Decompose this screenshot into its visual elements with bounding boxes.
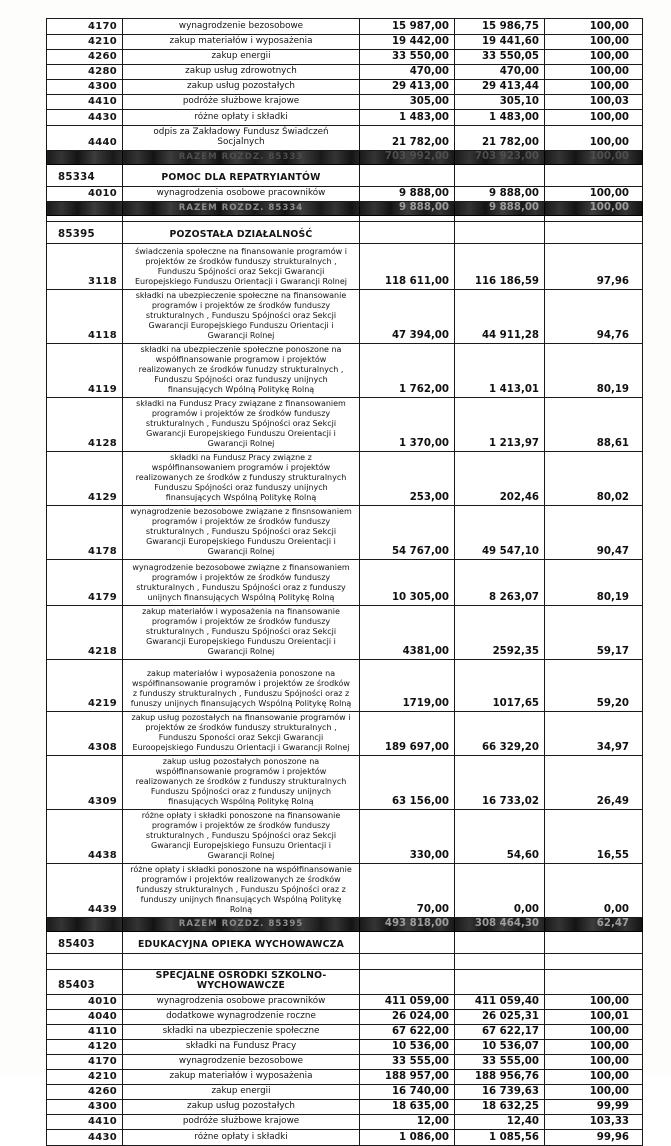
cell-plan	[360, 165, 455, 187]
table-row	[47, 165, 643, 187]
cell-desc: składki na ubezpieczenie społeczne	[123, 1025, 360, 1040]
cell-procent: 100,00	[545, 19, 643, 35]
cell-desc: zakup materiałów i wyposażenia	[123, 35, 360, 50]
cell-procent: 100,00	[545, 80, 643, 95]
cell-plan: 188 957,00	[360, 1070, 455, 1085]
cell-plan: 9 888,00	[360, 202, 455, 216]
cell-wykonanie: 26 025,31	[455, 1010, 545, 1025]
cell-procent: 88,61	[545, 398, 643, 452]
cell-procent: 100,00	[545, 126, 643, 151]
table-row	[47, 810, 643, 864]
cell-procent	[545, 165, 643, 187]
table-row	[47, 202, 643, 216]
cell-wykonanie: 305,10	[455, 95, 545, 110]
cell-desc: wynagrodzenie bezosobowe związane z finsnsowaniem programów i projektów ze środków funduszy strukturalnych , Funduszu Spójności oraz Sekcji Gwarancji Europejskiego Funduszu Oreientacji i Gwarancji Rolnej	[123, 506, 360, 560]
cell-code: 4119	[47, 344, 123, 398]
cell-wykonanie: 8 263,07	[455, 560, 545, 606]
cell-code: 4179	[47, 560, 123, 606]
cell-code: 85403	[47, 932, 123, 954]
cell-wykonanie: 1 213,97	[455, 398, 545, 452]
cell-procent: 100,00	[545, 1040, 643, 1055]
cell-plan: 21 782,00	[360, 126, 455, 151]
cell-desc: zakup energii	[123, 50, 360, 65]
cell-wykonanie: 44 911,28	[455, 290, 545, 344]
cell-desc: zakup usług pozostałych na finansowanie programów i projektów ze środków funduszy strukturalnych , Funduszu Sponości oraz Sekcji Gwarancji Euroopejskiego Funduszu Orientacji i Gwarancji Rolnej	[123, 712, 360, 756]
cell-code: 4120	[47, 1040, 123, 1055]
cell-procent: 100,00	[545, 151, 643, 165]
cell-code: 4129	[47, 452, 123, 506]
table-row	[47, 712, 643, 756]
cell-procent: 100,00	[545, 202, 643, 216]
table-row	[47, 110, 643, 126]
cell-wykonanie: 2592,35	[455, 606, 545, 660]
cell-procent: 100,00	[545, 1025, 643, 1040]
cell-procent: 80,02	[545, 452, 643, 506]
cell-desc: podróże służbowe krajowe	[123, 95, 360, 110]
cell-procent: 100,00	[545, 35, 643, 50]
cell-desc: RAZEM ROZDZ. 85334	[123, 202, 360, 216]
cell-desc: EDUKACYJNA OPIEKA WYCHOWAWCZA	[123, 932, 360, 954]
cell-plan: 1 483,00	[360, 110, 455, 126]
cell-plan: 33 555,00	[360, 1055, 455, 1070]
table-row	[47, 970, 643, 995]
cell-desc: zakup usług pozostałych	[123, 80, 360, 95]
cell-code: 4430	[47, 110, 123, 126]
cell-plan: 70,00	[360, 864, 455, 918]
cell-desc	[123, 954, 360, 970]
cell-code	[47, 151, 123, 165]
cell-code: 85395	[47, 222, 123, 244]
cell-desc: podróże służbowe krajowe	[123, 1115, 360, 1130]
cell-plan: 118 611,00	[360, 244, 455, 290]
cell-plan: 26 024,00	[360, 1010, 455, 1025]
cell-desc: składki na ubezpieczenie społeczne ponoszone na współfinansowanie programow i projektów realizowanych ze środków funudzy strukturalnych , Funduszu Spójności oraz funduszy unijnych finansujących Wpólną Politykę Rolną	[123, 344, 360, 398]
table-row	[47, 1115, 643, 1130]
cell-code: 4210	[47, 35, 123, 50]
cell-procent: 99,96	[545, 1130, 643, 1146]
cell-procent: 100,00	[545, 65, 643, 80]
cell-procent: 80,19	[545, 560, 643, 606]
cell-procent: 99,99	[545, 1100, 643, 1115]
cell-code: 4410	[47, 1115, 123, 1130]
cell-code	[47, 918, 123, 932]
table-row	[47, 560, 643, 606]
cell-procent	[545, 932, 643, 954]
cell-plan: 4381,00	[360, 606, 455, 660]
cell-code: 4128	[47, 398, 123, 452]
cell-desc: wynagrodzenie bezosobowe	[123, 19, 360, 35]
cell-plan: 12,00	[360, 1115, 455, 1130]
cell-procent	[545, 970, 643, 995]
cell-wykonanie	[455, 222, 545, 244]
cell-procent: 100,00	[545, 1055, 643, 1070]
cell-desc: składki na Fundusz Pracy związne z współfinansowaniem programów i projektów realizowanych ze środków z funduszy strukturalnych Funduszu Spójności oraz funduszy unijnych finansujących Wspólną Politykę Rolną	[123, 452, 360, 506]
cell-code: 4438	[47, 810, 123, 864]
cell-plan: 9 888,00	[360, 187, 455, 202]
cell-desc: dodatkowe wynagrodzenie roczne	[123, 1010, 360, 1025]
cell-procent: 100,00	[545, 110, 643, 126]
cell-code: 4210	[47, 1070, 123, 1085]
cell-wykonanie: 470,00	[455, 65, 545, 80]
table-row	[47, 1010, 643, 1025]
cell-code: 4178	[47, 506, 123, 560]
cell-desc: wynagrodzenie bezosobowe	[123, 1055, 360, 1070]
cell-wykonanie: 10 536,07	[455, 1040, 545, 1055]
table-row	[47, 187, 643, 202]
table-row	[47, 1100, 643, 1115]
table-row	[47, 50, 643, 65]
cell-procent: 90,47	[545, 506, 643, 560]
table-row	[47, 19, 643, 35]
table-row	[47, 1130, 643, 1146]
cell-wykonanie: 66 329,20	[455, 712, 545, 756]
cell-wykonanie: 33 555,00	[455, 1055, 545, 1070]
table-row	[47, 35, 643, 50]
table-row	[47, 864, 643, 918]
cell-wykonanie: 411 059,40	[455, 995, 545, 1010]
table-row	[47, 344, 643, 398]
cell-desc: wynagrodzenia osobowe pracowników	[123, 995, 360, 1010]
cell-code: 4309	[47, 756, 123, 810]
cell-code: 4410	[47, 95, 123, 110]
cell-plan: 253,00	[360, 452, 455, 506]
cell-procent: 94,76	[545, 290, 643, 344]
table-row	[47, 1040, 643, 1055]
cell-plan: 470,00	[360, 65, 455, 80]
cell-plan: 10 536,00	[360, 1040, 455, 1055]
cell-desc: POMOC DLA REPATRYIANTÓW	[123, 165, 360, 187]
cell-procent: 100,00	[545, 1085, 643, 1100]
cell-plan: 33 550,00	[360, 50, 455, 65]
cell-code: 4170	[47, 1055, 123, 1070]
cell-plan: 63 156,00	[360, 756, 455, 810]
cell-desc: różne opłaty i składki	[123, 1130, 360, 1146]
cell-code: 4010	[47, 187, 123, 202]
table-row	[47, 151, 643, 165]
cell-code: 4440	[47, 126, 123, 151]
cell-desc: różne opłaty i składki ponoszone na finansowanie programów i projektów ze środków funduszy strukturalnych , Funduszu Spójności oraz Sekcji Gwarancji Europejskiego Funsuzu Orientacji i Gwarancji Rolnej	[123, 810, 360, 864]
cell-wykonanie: 308 464,30	[455, 918, 545, 932]
cell-desc: RAZEM ROZDZ. 85333	[123, 151, 360, 165]
table-row	[47, 1055, 643, 1070]
table-row	[47, 65, 643, 80]
table-row	[47, 80, 643, 95]
table-row	[47, 1025, 643, 1040]
cell-code: 4430	[47, 1130, 123, 1146]
table-row	[47, 1070, 643, 1085]
cell-desc: wynagrodzenie bezosobowe związne z finansowaniem programów i projektów ze środków funduszy strukturalnych , Funduszu Spójności oraz z funduszy unijnych finansujących Wspólną Politykę Rolną	[123, 560, 360, 606]
cell-plan: 10 305,00	[360, 560, 455, 606]
cell-desc: RAZEM ROZDZ. 85395	[123, 918, 360, 932]
cell-desc: wynagrodzenia osobowe pracowników	[123, 187, 360, 202]
cell-procent: 100,00	[545, 50, 643, 65]
cell-procent: 100,01	[545, 1010, 643, 1025]
cell-wykonanie	[455, 954, 545, 970]
cell-plan: 305,00	[360, 95, 455, 110]
cell-desc: zakup usług pozostałych	[123, 1100, 360, 1115]
cell-plan: 18 635,00	[360, 1100, 455, 1115]
cell-code: 4280	[47, 65, 123, 80]
cell-plan: 189 697,00	[360, 712, 455, 756]
cell-wykonanie: 67 622,17	[455, 1025, 545, 1040]
cell-plan: 493 818,00	[360, 918, 455, 932]
cell-desc: zakup energii	[123, 1085, 360, 1100]
cell-code: 4439	[47, 864, 123, 918]
cell-desc: składki na ubezpieczenie społeczne na finansowanie programów i projektów ze środków funduszy strukturalnych , Funduszu Spójności oraz Sekcji Gwarancji Europejskiego Funduszu Orientacji i Gwarancji Rolnej	[123, 290, 360, 344]
cell-procent: 100,00	[545, 187, 643, 202]
cell-plan: 330,00	[360, 810, 455, 864]
cell-wykonanie	[455, 970, 545, 995]
cell-procent: 34,97	[545, 712, 643, 756]
cell-wykonanie: 29 413,44	[455, 80, 545, 95]
cell-wykonanie: 1 085,56	[455, 1130, 545, 1146]
cell-wykonanie: 188 956,76	[455, 1070, 545, 1085]
cell-code: 4110	[47, 1025, 123, 1040]
cell-desc: odpis za Zakładowy Fundusz Świadczeń Socjalnych	[123, 126, 360, 151]
cell-plan: 1 370,00	[360, 398, 455, 452]
cell-wykonanie: 12,40	[455, 1115, 545, 1130]
budget-table	[46, 18, 643, 1146]
cell-plan: 19 442,00	[360, 35, 455, 50]
table-row	[47, 506, 643, 560]
cell-plan: 1 762,00	[360, 344, 455, 398]
cell-desc: różne opłaty i składki ponoszone na współfinansowanie programów i projektów realizowanych ze środków funduszy strukturalnych , Funduszu Spójności oraz z funduszy unijnych finansujących Wspólną Politykę Rolną	[123, 864, 360, 918]
cell-plan	[360, 932, 455, 954]
cell-desc: zakup materiałów i wyposażenia ponoszone na współfinansowanie programów i projektów ze środków z funduszy strukturalnych , Funduszu Spójności oraz z funuszy unijnych finansujących Wspólną Politykę Rolną	[123, 660, 360, 712]
cell-procent: 16,55	[545, 810, 643, 864]
cell-wykonanie: 1 483,00	[455, 110, 545, 126]
table-row	[47, 290, 643, 344]
cell-code	[47, 954, 123, 970]
cell-desc: składki na Fundusz Pracy	[123, 1040, 360, 1055]
cell-wykonanie	[455, 165, 545, 187]
table-row	[47, 995, 643, 1010]
cell-procent: 103,33	[545, 1115, 643, 1130]
cell-wykonanie: 1 413,01	[455, 344, 545, 398]
cell-procent: 100,03	[545, 95, 643, 110]
table-row	[47, 452, 643, 506]
table-row	[47, 1085, 643, 1100]
cell-wykonanie	[455, 932, 545, 954]
cell-wykonanie: 9 888,00	[455, 187, 545, 202]
cell-plan: 16 740,00	[360, 1085, 455, 1100]
cell-procent: 100,00	[545, 1070, 643, 1085]
cell-wykonanie: 18 632,25	[455, 1100, 545, 1115]
cell-plan: 1719,00	[360, 660, 455, 712]
cell-wykonanie: 54,60	[455, 810, 545, 864]
table-row	[47, 244, 643, 290]
cell-wykonanie: 16 739,63	[455, 1085, 545, 1100]
cell-desc: świadczenia społeczne na finansowanie programów i projektów ze środków funduszy strukturalnych , Funduszu Spójności oraz Sekcji Gwarancji Europejskiego Funduszu Orientacji i Gwarancji Rolnej	[123, 244, 360, 290]
cell-wykonanie: 703 923,00	[455, 151, 545, 165]
cell-procent: 59,17	[545, 606, 643, 660]
cell-procent: 80,19	[545, 344, 643, 398]
cell-desc: zakup usług zdrowotnych	[123, 65, 360, 80]
cell-wykonanie: 116 186,59	[455, 244, 545, 290]
cell-procent	[545, 954, 643, 970]
cell-wykonanie: 1017,65	[455, 660, 545, 712]
cell-plan: 411 059,00	[360, 995, 455, 1010]
cell-wykonanie: 15 986,75	[455, 19, 545, 35]
cell-desc: różne opłaty i składki	[123, 110, 360, 126]
cell-desc: zakup materiałów i wyposażenia na finansowanie programów i projektów ze środków funduszy strukturalnych , Funduszu Spójności oraz Sekcji Gwarancji Europejskiego Funduszu Oreientacji i Gwarancji Rolnej	[123, 606, 360, 660]
table-row	[47, 126, 643, 151]
cell-procent: 0,00	[545, 864, 643, 918]
cell-code: 4219	[47, 660, 123, 712]
cell-wykonanie: 21 782,00	[455, 126, 545, 151]
cell-procent: 59,20	[545, 660, 643, 712]
cell-code: 4260	[47, 50, 123, 65]
table-row	[47, 756, 643, 810]
cell-procent: 62,47	[545, 918, 643, 932]
cell-procent	[545, 222, 643, 244]
cell-code	[47, 202, 123, 216]
cell-plan: 29 413,00	[360, 80, 455, 95]
cell-desc: POZOSTAŁA DZIAŁALNOŚĆ	[123, 222, 360, 244]
cell-wykonanie: 9 888,00	[455, 202, 545, 216]
cell-code: 85334	[47, 165, 123, 187]
cell-desc: SPECJALNE OSRODKI SZKOLNO- WYCHOWAWCZE	[123, 970, 360, 995]
cell-wykonanie: 19 441,60	[455, 35, 545, 50]
cell-code: 4300	[47, 80, 123, 95]
cell-plan: 15 987,00	[360, 19, 455, 35]
cell-wykonanie: 49 547,10	[455, 506, 545, 560]
table-row	[47, 918, 643, 932]
cell-wykonanie: 33 550,05	[455, 50, 545, 65]
cell-code: 4170	[47, 19, 123, 35]
table-row	[47, 398, 643, 452]
cell-plan	[360, 970, 455, 995]
cell-code: 4118	[47, 290, 123, 344]
cell-desc: zakup usług pozostałych ponoszone na współfinansowanie programów i projektów realizowanych ze środków z funduszy strukturalnych Funduszu Spójności oraz z funduszy unijnych finasujących Wspólną Politykę Rolną	[123, 756, 360, 810]
cell-plan: 47 394,00	[360, 290, 455, 344]
cell-wykonanie: 16 733,02	[455, 756, 545, 810]
cell-procent: 26,49	[545, 756, 643, 810]
cell-code: 4040	[47, 1010, 123, 1025]
cell-code: 3118	[47, 244, 123, 290]
cell-plan: 703 992,00	[360, 151, 455, 165]
table-row	[47, 932, 643, 954]
cell-plan	[360, 222, 455, 244]
table-row	[47, 660, 643, 712]
table-row	[47, 95, 643, 110]
cell-plan	[360, 954, 455, 970]
table-row	[47, 606, 643, 660]
cell-plan: 67 622,00	[360, 1025, 455, 1040]
cell-wykonanie: 0,00	[455, 864, 545, 918]
cell-code: 4218	[47, 606, 123, 660]
cell-desc: składki na Fundusz Pracy związane z finansowaniem programów i projektów ze środków funduszy strukturalnych , Funduszu Spójności oraz Sekcji Gwarancji Europejskiego Funduszu Oreientacji i Gwarancji Rolnej	[123, 398, 360, 452]
cell-code: 85403	[47, 970, 123, 995]
cell-code: 4010	[47, 995, 123, 1010]
cell-wykonanie: 202,46	[455, 452, 545, 506]
cell-desc: zakup materiałów i wyposażenia	[123, 1070, 360, 1085]
table-row	[47, 954, 643, 970]
table-row	[47, 222, 643, 244]
table-body	[47, 19, 643, 1146]
cell-code: 4300	[47, 1100, 123, 1115]
cell-code: 4260	[47, 1085, 123, 1100]
cell-plan: 1 086,00	[360, 1130, 455, 1146]
cell-code: 4308	[47, 712, 123, 756]
cell-plan: 54 767,00	[360, 506, 455, 560]
cell-procent: 100,00	[545, 995, 643, 1010]
cell-procent: 97,96	[545, 244, 643, 290]
